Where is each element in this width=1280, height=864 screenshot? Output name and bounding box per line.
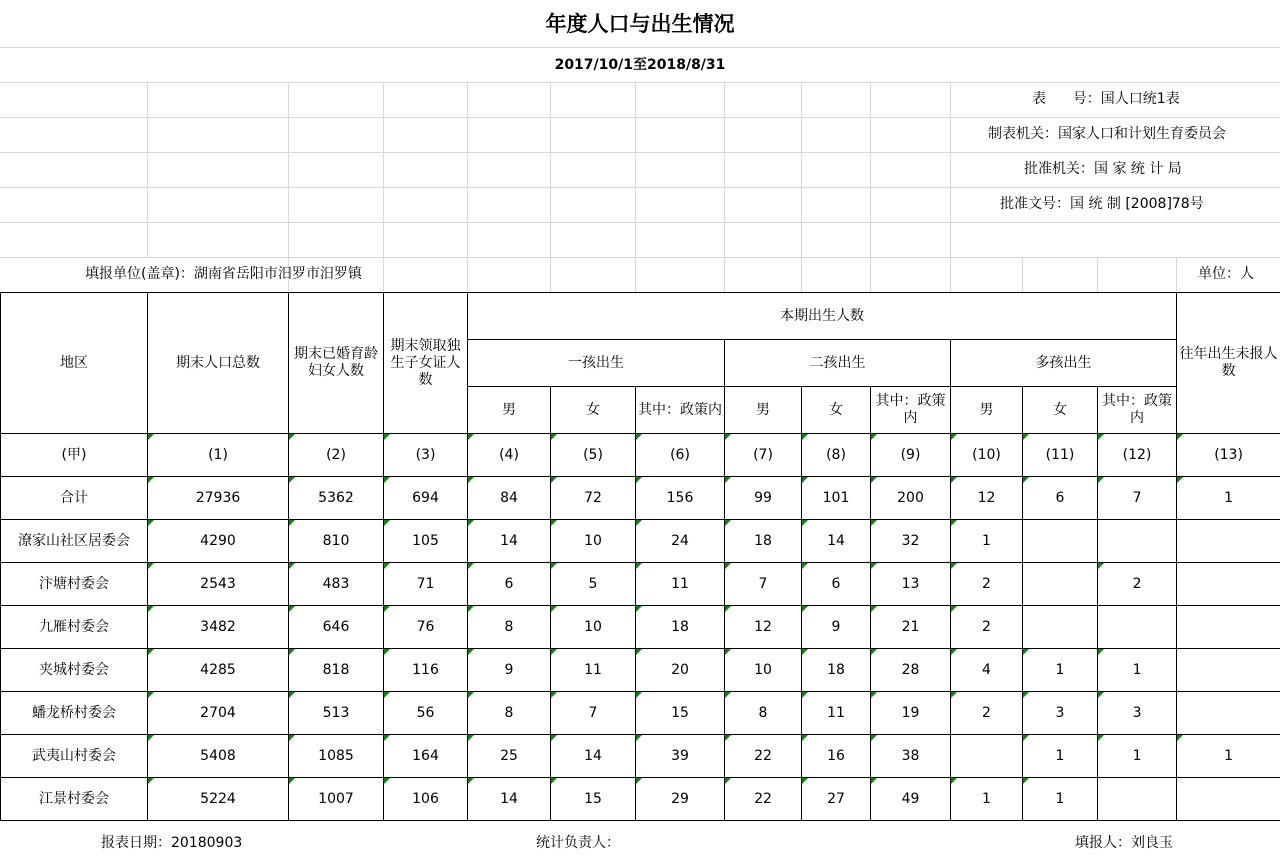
column-index-row bbox=[1, 434, 1280, 477]
table-row bbox=[1, 735, 1280, 778]
report-title: 年度人口与出生情况 bbox=[545, 12, 735, 36]
grid-line bbox=[147, 82, 148, 257]
value-cell: 5408 bbox=[148, 735, 289, 778]
value-cell: 5362 bbox=[289, 477, 384, 520]
value-cell: 2 bbox=[951, 606, 1023, 649]
grid-line bbox=[635, 82, 636, 292]
value-cell: 1085 bbox=[289, 735, 384, 778]
unit-label: 单位：人 bbox=[1198, 266, 1254, 282]
population-table bbox=[0, 292, 1280, 821]
value-cell: 18 bbox=[636, 606, 725, 649]
value-cell: 9 bbox=[468, 649, 551, 692]
value-cell: 2 bbox=[1098, 563, 1177, 606]
grid-line bbox=[801, 82, 802, 292]
value-cell: 5224 bbox=[148, 778, 289, 821]
value-cell bbox=[1098, 520, 1177, 563]
value-cell: 19 bbox=[871, 692, 951, 735]
region-cell: 潦家山社区居委会 bbox=[1, 520, 148, 563]
value-cell: 6 bbox=[468, 563, 551, 606]
value-cell: 2 bbox=[951, 563, 1023, 606]
column-index-cell: (2) bbox=[289, 434, 384, 477]
table-row bbox=[1, 649, 1280, 692]
value-cell bbox=[951, 735, 1023, 778]
value-cell bbox=[1177, 649, 1280, 692]
value-cell: 513 bbox=[289, 692, 384, 735]
value-cell: 818 bbox=[289, 649, 384, 692]
value-cell: 22 bbox=[725, 778, 802, 821]
value-cell: 27 bbox=[802, 778, 871, 821]
value-cell: 1 bbox=[1023, 735, 1098, 778]
value-cell: 12 bbox=[725, 606, 802, 649]
header-male: 男 bbox=[725, 387, 802, 434]
grid-line bbox=[1176, 257, 1177, 292]
header-female: 女 bbox=[1023, 387, 1098, 434]
value-cell bbox=[1177, 778, 1280, 821]
grid-line bbox=[950, 82, 951, 292]
table-row bbox=[1, 520, 1280, 563]
value-cell: 1007 bbox=[289, 778, 384, 821]
column-index-cell: (13) bbox=[1177, 434, 1280, 477]
value-cell: 7 bbox=[1098, 477, 1177, 520]
value-cell bbox=[1023, 520, 1098, 563]
value-cell: 5 bbox=[551, 563, 636, 606]
value-cell: 1 bbox=[1098, 649, 1177, 692]
value-cell: 646 bbox=[289, 606, 384, 649]
value-cell: 15 bbox=[551, 778, 636, 821]
header-policy-in: 其中：政策内 bbox=[1098, 387, 1177, 434]
header-policy-in: 其中：政策内 bbox=[871, 387, 951, 434]
grid-line bbox=[1097, 257, 1098, 292]
approval-number: 批准文号：国 统 制 [2008]78号 bbox=[1000, 196, 1204, 212]
grid-line bbox=[724, 82, 725, 292]
value-cell: 99 bbox=[725, 477, 802, 520]
value-cell: 76 bbox=[384, 606, 468, 649]
value-cell: 8 bbox=[725, 692, 802, 735]
value-cell: 38 bbox=[871, 735, 951, 778]
header-births-period: 本期出生人数 bbox=[468, 293, 1177, 340]
value-cell: 27936 bbox=[148, 477, 289, 520]
value-cell: 11 bbox=[636, 563, 725, 606]
column-index-cell: (甲) bbox=[1, 434, 148, 477]
value-cell: 483 bbox=[289, 563, 384, 606]
value-cell: 49 bbox=[871, 778, 951, 821]
filler: 填报人：刘良玉 bbox=[1075, 835, 1173, 851]
value-cell: 1 bbox=[1177, 735, 1280, 778]
header-female: 女 bbox=[551, 387, 636, 434]
value-cell: 15 bbox=[636, 692, 725, 735]
region-cell: 武夷山村委会 bbox=[1, 735, 148, 778]
value-cell: 1 bbox=[1023, 649, 1098, 692]
value-cell bbox=[1023, 563, 1098, 606]
table-row bbox=[1, 778, 1280, 821]
value-cell: 10 bbox=[551, 606, 636, 649]
header-unreported: 往年出生未报人数 bbox=[1177, 293, 1280, 434]
value-cell: 22 bbox=[725, 735, 802, 778]
column-index-cell: (10) bbox=[951, 434, 1023, 477]
report-date: 报表日期：20180903 bbox=[101, 835, 243, 851]
value-cell: 25 bbox=[468, 735, 551, 778]
grid-line bbox=[467, 82, 468, 292]
value-cell bbox=[1177, 606, 1280, 649]
value-cell: 1 bbox=[1098, 735, 1177, 778]
value-cell: 1 bbox=[951, 520, 1023, 563]
value-cell: 24 bbox=[636, 520, 725, 563]
column-index-cell: (6) bbox=[636, 434, 725, 477]
value-cell: 101 bbox=[802, 477, 871, 520]
value-cell: 14 bbox=[468, 778, 551, 821]
region-cell: 汴塘村委会 bbox=[1, 563, 148, 606]
value-cell: 10 bbox=[725, 649, 802, 692]
value-cell: 29 bbox=[636, 778, 725, 821]
value-cell bbox=[1177, 563, 1280, 606]
column-index-cell: (4) bbox=[468, 434, 551, 477]
column-index-cell: (9) bbox=[871, 434, 951, 477]
value-cell bbox=[1177, 692, 1280, 735]
grid-line bbox=[550, 82, 551, 292]
value-cell: 164 bbox=[384, 735, 468, 778]
value-cell: 1 bbox=[1023, 778, 1098, 821]
report-period: 2017/10/1至2018/8/31 bbox=[554, 57, 726, 73]
value-cell: 8 bbox=[468, 692, 551, 735]
value-cell: 2543 bbox=[148, 563, 289, 606]
value-cell: 6 bbox=[802, 563, 871, 606]
header-region: 地区 bbox=[1, 293, 148, 434]
value-cell: 20 bbox=[636, 649, 725, 692]
value-cell: 8 bbox=[468, 606, 551, 649]
value-cell: 14 bbox=[551, 735, 636, 778]
value-cell: 4285 bbox=[148, 649, 289, 692]
column-index-cell: (7) bbox=[725, 434, 802, 477]
value-cell: 9 bbox=[802, 606, 871, 649]
column-index-cell: (11) bbox=[1023, 434, 1098, 477]
region-cell: 合计 bbox=[1, 477, 148, 520]
value-cell: 2704 bbox=[148, 692, 289, 735]
value-cell: 14 bbox=[468, 520, 551, 563]
region-cell: 蟠龙桥村委会 bbox=[1, 692, 148, 735]
header-multi-child: 多孩出生 bbox=[951, 340, 1177, 387]
value-cell: 56 bbox=[384, 692, 468, 735]
approving-agency: 批准机关：国 家 统 计 局 bbox=[1024, 161, 1182, 177]
region-cell: 江景村委会 bbox=[1, 778, 148, 821]
header-second-child: 二孩出生 bbox=[725, 340, 951, 387]
value-cell: 106 bbox=[384, 778, 468, 821]
header-male: 男 bbox=[951, 387, 1023, 434]
header-married-women: 期末已婚育龄妇女人数 bbox=[289, 293, 384, 434]
header-male: 男 bbox=[468, 387, 551, 434]
value-cell: 28 bbox=[871, 649, 951, 692]
value-cell: 12 bbox=[951, 477, 1023, 520]
grid-line bbox=[1022, 257, 1023, 292]
value-cell: 14 bbox=[802, 520, 871, 563]
value-cell: 116 bbox=[384, 649, 468, 692]
value-cell: 13 bbox=[871, 563, 951, 606]
column-index-cell: (5) bbox=[551, 434, 636, 477]
value-cell bbox=[1098, 606, 1177, 649]
value-cell: 3 bbox=[1098, 692, 1177, 735]
value-cell: 39 bbox=[636, 735, 725, 778]
header-total-population: 期末人口总数 bbox=[148, 293, 289, 434]
table-row bbox=[1, 477, 1280, 520]
reporting-unit: 填报单位(盖章)：湖南省岳阳市汨罗市汨罗镇 bbox=[85, 266, 362, 282]
column-index-cell: (12) bbox=[1098, 434, 1177, 477]
value-cell: 11 bbox=[551, 649, 636, 692]
header-first-child: 一孩出生 bbox=[468, 340, 725, 387]
value-cell: 156 bbox=[636, 477, 725, 520]
value-cell: 6 bbox=[1023, 477, 1098, 520]
table-row bbox=[1, 606, 1280, 649]
value-cell: 84 bbox=[468, 477, 551, 520]
region-cell: 九雁村委会 bbox=[1, 606, 148, 649]
value-cell bbox=[1023, 606, 1098, 649]
grid-line bbox=[870, 82, 871, 292]
value-cell: 72 bbox=[551, 477, 636, 520]
value-cell: 71 bbox=[384, 563, 468, 606]
value-cell: 1 bbox=[1177, 477, 1280, 520]
statistician: 统计负责人： bbox=[536, 835, 620, 851]
header-policy-in: 其中：政策内 bbox=[636, 387, 725, 434]
value-cell bbox=[1098, 778, 1177, 821]
column-index-cell: (1) bbox=[148, 434, 289, 477]
header-only-child-cert: 期末领取独生子女证人数 bbox=[384, 293, 468, 434]
value-cell: 694 bbox=[384, 477, 468, 520]
header-female: 女 bbox=[802, 387, 871, 434]
column-index-cell: (8) bbox=[802, 434, 871, 477]
table-row bbox=[1, 692, 1280, 735]
value-cell: 18 bbox=[802, 649, 871, 692]
value-cell: 10 bbox=[551, 520, 636, 563]
table-number: 表 号：国人口统1表 bbox=[1032, 91, 1180, 107]
table-row bbox=[1, 563, 1280, 606]
value-cell: 810 bbox=[289, 520, 384, 563]
region-cell: 夹城村委会 bbox=[1, 649, 148, 692]
grid-line bbox=[0, 222, 1280, 223]
value-cell: 105 bbox=[384, 520, 468, 563]
value-cell: 7 bbox=[725, 563, 802, 606]
value-cell: 7 bbox=[551, 692, 636, 735]
value-cell: 3 bbox=[1023, 692, 1098, 735]
grid-line bbox=[383, 82, 384, 292]
value-cell: 21 bbox=[871, 606, 951, 649]
value-cell: 16 bbox=[802, 735, 871, 778]
value-cell: 3482 bbox=[148, 606, 289, 649]
value-cell: 200 bbox=[871, 477, 951, 520]
value-cell: 4 bbox=[951, 649, 1023, 692]
value-cell: 11 bbox=[802, 692, 871, 735]
value-cell: 32 bbox=[871, 520, 951, 563]
value-cell: 4290 bbox=[148, 520, 289, 563]
value-cell: 2 bbox=[951, 692, 1023, 735]
value-cell bbox=[1177, 520, 1280, 563]
value-cell: 1 bbox=[951, 778, 1023, 821]
value-cell: 18 bbox=[725, 520, 802, 563]
column-index-cell: (3) bbox=[384, 434, 468, 477]
issuing-agency: 制表机关：国家人口和计划生育委员会 bbox=[988, 126, 1226, 142]
